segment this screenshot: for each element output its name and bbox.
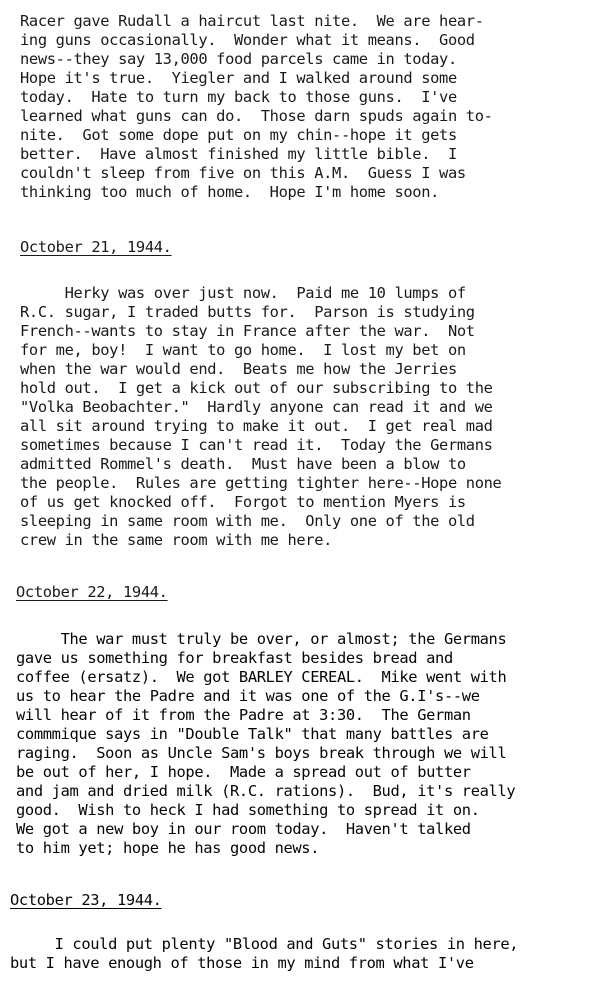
diary-line: We got a new boy in our room today. Haven't talked: [16, 820, 471, 838]
diary-line: sometimes because I can't read it. Today the Germans: [20, 436, 493, 454]
diary-line: The war must truly be over, or almost; the Germans: [16, 630, 507, 648]
diary-line: but I have enough of those in my mind from what I've: [10, 954, 474, 972]
diary-line: admitted Rommel's death. Must have been a blow to: [20, 455, 466, 473]
diary-line: couldn't sleep from five on this A.M. Guess I was: [20, 164, 466, 182]
diary-line: of us get knocked off. Forgot to mention Myers is: [20, 493, 466, 511]
diary-line: the people. Rules are getting tighter here--Hope none: [20, 474, 502, 492]
diary-line: "Volka Beobachter." Hardly anyone can read it and we: [20, 398, 493, 416]
diary-line: I could put plenty "Blood and Guts" stories in here,: [10, 935, 519, 953]
diary-line: better. Have almost finished my little bible. I: [20, 145, 457, 163]
entry-date-heading: October 22, 1944.: [16, 583, 168, 601]
diary-line: Hope it's true. Yiegler and I walked around some: [20, 69, 457, 87]
diary-line: Racer gave Rudall a haircut last nite. We are hear-: [20, 12, 484, 30]
diary-line: sleeping in same room with me. Only one of the old: [20, 512, 475, 530]
diary-line: crew in the same room with me here.: [20, 531, 333, 549]
diary-line: today. Hate to turn my back to those guns. I've: [20, 88, 457, 106]
diary-line: to him yet; hope he has good news.: [16, 839, 320, 857]
diary-line: and jam and dried milk (R.C. rations). Bud, it's really: [16, 782, 516, 800]
diary-line: R.C. sugar, I traded butts for. Parson is studying: [20, 303, 475, 321]
diary-line: for me, boy! I want to go home. I lost my bet on: [20, 341, 466, 359]
diary-line: when the war would end. Beats me how the Jerries: [20, 360, 457, 378]
diary-line: ing guns occasionally. Wonder what it means. Good: [20, 31, 475, 49]
diary-line: coffee (ersatz). We got BARLEY CEREAL. Mike went with: [16, 668, 507, 686]
diary-line: will hear of it from the Padre at 3:30. The German: [16, 706, 471, 724]
diary-line: nite. Got some dope put on my chin--hope it gets: [20, 126, 457, 144]
entry-date-heading: October 21, 1944.: [20, 238, 172, 256]
diary-line: all sit around trying to make it out. I get real mad: [20, 417, 493, 435]
diary-line: commmique says in "Double Talk" that many battles are: [16, 725, 489, 743]
diary-line: Herky was over just now. Paid me 10 lumps of: [20, 284, 466, 302]
diary-line: good. Wish to heck I had something to spread it on.: [16, 801, 480, 819]
diary-line: learned what guns can do. Those darn spuds again to-: [20, 107, 493, 125]
diary-line: be out of her, I hope. Made a spread out of butter: [16, 763, 471, 781]
diary-line: news--they say 13,000 food parcels came in today.: [20, 50, 457, 68]
diary-line: hold out. I get a kick out of our subscribing to the: [20, 379, 493, 397]
diary-line: thinking too much of home. Hope I'm home soon.: [20, 183, 440, 201]
diary-line: us to hear the Padre and it was one of the G.I's--we: [16, 687, 480, 705]
diary-line: gave us something for breakfast besides bread and: [16, 649, 453, 667]
diary-line: French--wants to stay in France after the war. Not: [20, 322, 475, 340]
diary-line: raging. Soon as Uncle Sam's boys break through we will: [16, 744, 507, 762]
entry-date-heading: October 23, 1944.: [10, 891, 162, 909]
